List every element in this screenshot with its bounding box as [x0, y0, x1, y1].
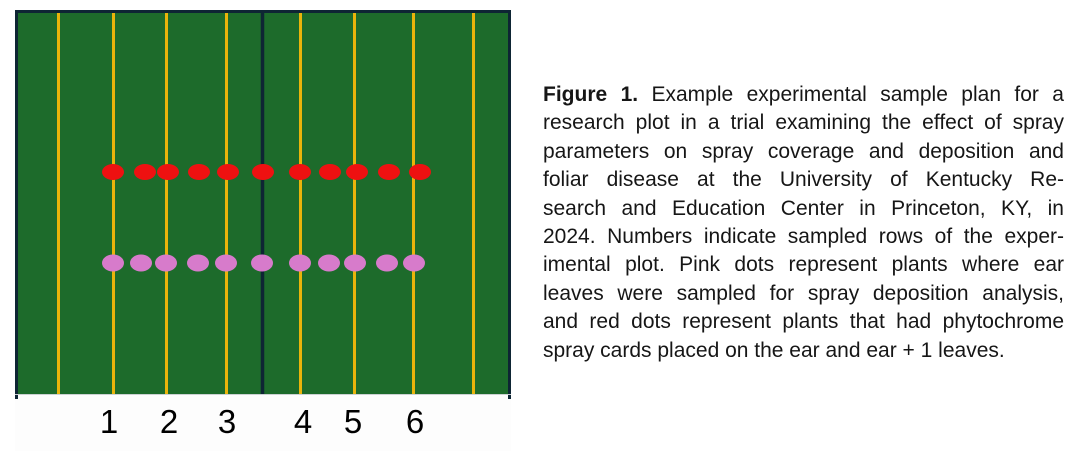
red-dot — [289, 164, 311, 180]
red-dot — [346, 164, 368, 180]
figure-caption — [543, 81, 1064, 365]
caption-line: foliar disease at the University of Kentucky Re- — [543, 168, 1064, 192]
pink-dot — [130, 255, 152, 272]
pink-dot — [344, 255, 366, 272]
row-number-strip — [15, 394, 511, 451]
caption-line: spray cards placed on the ear and ear + 1 leaves. — [543, 338, 1005, 362]
caption-line: research plot in a trial examining the effect of spray — [543, 111, 1064, 135]
pink-dot — [289, 255, 311, 272]
caption-line: leaves were sampled for spray deposition analysis, — [543, 281, 1064, 305]
pink-dot — [215, 255, 237, 272]
figure-label: Figure 1. — [543, 83, 639, 106]
red-dot — [157, 164, 179, 180]
caption-line: search and Education Center in Princeton, KY, in — [543, 196, 1064, 220]
pink-dot — [403, 255, 425, 272]
caption-line: parameters on spray coverage and deposition and — [543, 139, 1064, 163]
red-dot — [134, 164, 156, 180]
pink-dot — [155, 255, 177, 272]
caption-line: 2024. Numbers indicate sampled rows of the exper- — [543, 225, 1064, 249]
row-number-label: 5 — [343, 403, 363, 440]
caption-text: Example experimental sample plan for a — [651, 83, 1064, 106]
row-number-label: 1 — [99, 403, 119, 440]
red-dot — [252, 164, 274, 180]
pink-dot — [376, 255, 398, 272]
red-dot — [188, 164, 210, 180]
row-number-label: 6 — [405, 403, 425, 440]
pink-dot — [102, 255, 124, 272]
red-dot — [378, 164, 400, 180]
red-dot — [217, 164, 239, 180]
red-dot — [409, 164, 431, 180]
pink-dot — [318, 255, 340, 272]
pink-dot — [187, 255, 209, 272]
caption-line — [543, 81, 1064, 109]
row-number-label: 4 — [293, 403, 313, 440]
caption-line: and red dots represent plants that had phytochrome — [543, 310, 1064, 334]
row-number-label: 3 — [217, 403, 237, 440]
row-number-label: 2 — [159, 403, 179, 440]
experimental-plot-diagram — [0, 0, 530, 451]
pink-dot — [251, 255, 273, 272]
caption-line: imental plot. Pink dots represent plants where ear — [543, 253, 1064, 277]
red-dot — [102, 164, 124, 180]
red-dot — [319, 164, 341, 180]
